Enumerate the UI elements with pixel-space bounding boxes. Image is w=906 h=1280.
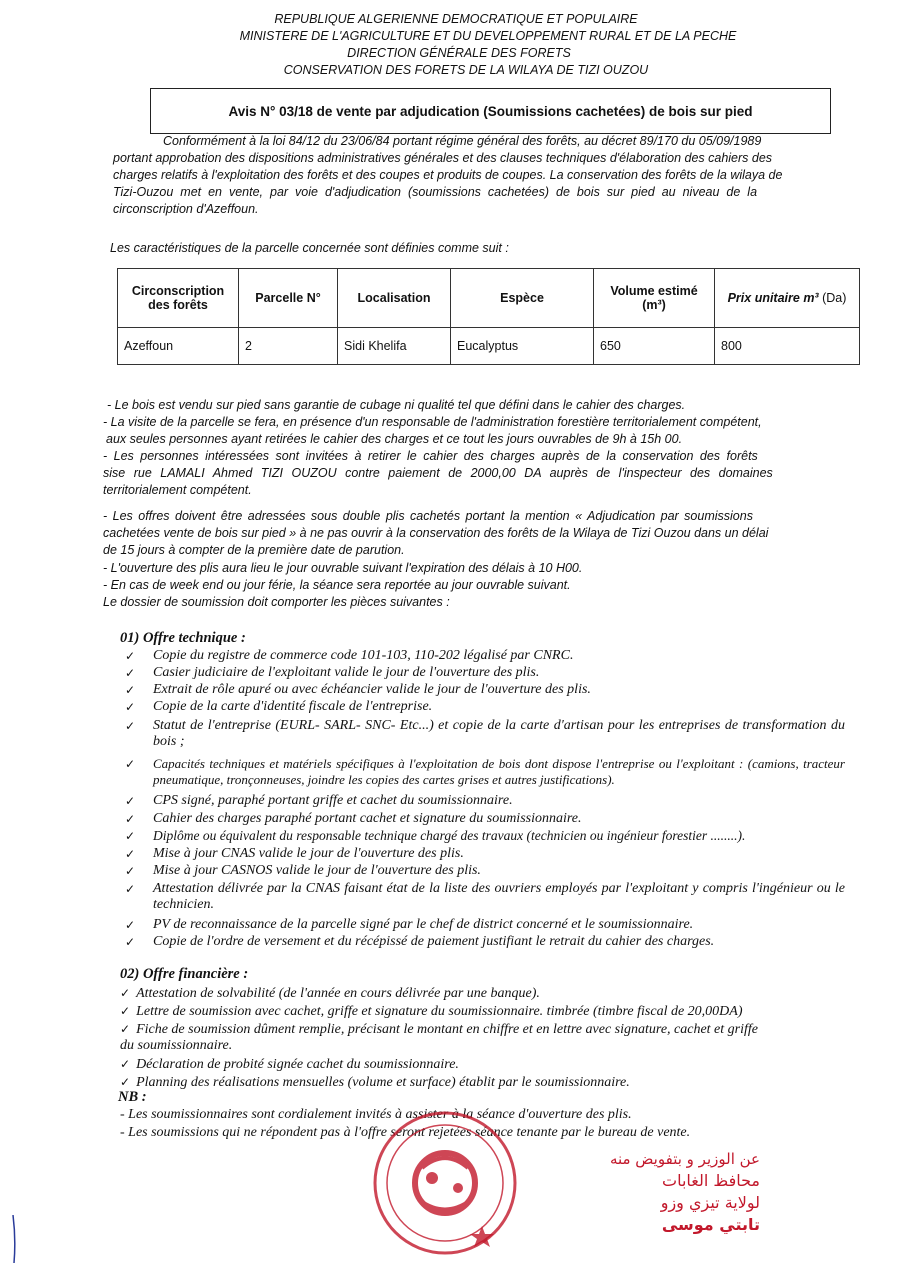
checkmark-icon: ✓ bbox=[125, 935, 136, 949]
condition-line: territorialement compétent. bbox=[103, 483, 252, 497]
list-item: ✓ Lettre de soumission avec cachet, griffe et signature du soumissionnaire. timbrée (timbre fiscal de 20,00DA) bbox=[120, 1004, 743, 1019]
checkmark-icon: ✓ bbox=[125, 719, 136, 733]
margin-pen-mark bbox=[12, 1215, 18, 1263]
list-item: ✓ Copie de l'ordre de versement et du récépissé de paiement justifiant le retrait du cahier des charges. bbox=[125, 934, 715, 949]
checkmark-icon: ✓ bbox=[120, 986, 131, 1000]
condition-line: sise rue LAMALI Ahmed TIZI OUZOU contre paiement de 2000,00 DA auprès de l'inspecteur des domaines bbox=[103, 466, 773, 480]
letterhead bbox=[0, 11, 906, 79]
list-item: ✓ Déclaration de probité signée cachet du soumissionnaire. bbox=[120, 1057, 459, 1072]
checkmark-icon: ✓ bbox=[125, 794, 136, 808]
signature-block bbox=[590, 1148, 760, 1236]
checkmark-icon: ✓ bbox=[125, 700, 136, 714]
list-item: ✓ PV de reconnaissance de la parcelle signé par le chef de district concerné et le soumissionnaire. bbox=[125, 917, 694, 932]
intro-line: charges relatifs à l'exploitation des forêts et des coupes et produits de coupes. La conservation des forêts de la wilaya de bbox=[113, 168, 783, 182]
intro-line: portant approbation des dispositions administratives générales et des clauses techniques d'élaboration des cahiers des bbox=[113, 151, 773, 165]
checkmark-icon: ✓ bbox=[125, 882, 136, 896]
header-conservation: CONSERVATION DES FORETS DE LA WILAYA DE TIZI OUZOU bbox=[283, 63, 649, 77]
table-header-row bbox=[118, 269, 860, 328]
intro-line: circonscription d'Azeffoun. bbox=[113, 202, 259, 216]
checkmark-icon: ✓ bbox=[125, 812, 136, 826]
col-parcelle: Parcelle N° bbox=[239, 269, 338, 328]
cell-espece: Eucalyptus bbox=[451, 328, 594, 365]
checkmark-icon: ✓ bbox=[125, 683, 136, 697]
cell-prix: 800 bbox=[715, 328, 860, 365]
intro-line: Conformément à la loi 84/12 du 23/06/84 portant régime général des forêts, au décret 89/170 du 05/09/1989 bbox=[163, 134, 762, 148]
checkmark-icon: ✓ bbox=[120, 1022, 131, 1036]
cell-circonscription: Azeffoun bbox=[118, 328, 239, 365]
list-item: ✓ Copie du registre de commerce code 101-103, 110-202 légalisé par CNRC. bbox=[125, 648, 574, 663]
checkmark-icon: ✓ bbox=[120, 1057, 131, 1071]
list-item: ✓ Mise à jour CNAS valide le jour de l'ouverture des plis. bbox=[125, 846, 464, 861]
condition-line: - Les personnes intéressées sont invitées à retirer le cahier des charges auprès de la conservation des forêts bbox=[103, 449, 758, 463]
notice-title-text: Avis N° 03/18 de vente par adjudication (Soumissions cachetées) de bois sur pied bbox=[228, 103, 753, 119]
col-circonscription: Circonscription des forêts bbox=[118, 269, 239, 328]
checkmark-icon: ✓ bbox=[125, 666, 136, 680]
condition-line: aux seules personnes ayant retirées le cahier des charges et ce tout les jours ouvrables de 9h à 15h 00. bbox=[106, 432, 683, 446]
header-ministry: MINISTERE DE L'AGRICULTURE ET DU DEVELOPPEMENT RURAL ET DE LA PECHE bbox=[239, 29, 737, 43]
condition-line: de 15 jours à compter de la première date de parution. bbox=[103, 543, 405, 557]
list-item: ✓ Casier judiciaire de l'exploitant valide le jour de l'ouverture des plis. bbox=[125, 665, 540, 680]
list-item: ✓ Copie de la carte d'identité fiscale de l'entreprise. bbox=[125, 699, 433, 714]
cell-localisation: Sidi Khelifa bbox=[338, 328, 451, 365]
list-item: ✓ Diplôme ou équivalent du responsable technique chargé des travaux (technicien ou ingénieur forestier ........). bbox=[125, 828, 746, 843]
condition-line: cachetées vente de bois sur pied » à ne pas ouvrir à la conservation des forêts de la Wilaya de Tizi Ouzou dans un délai bbox=[103, 526, 769, 540]
list-item: ✓ Planning des réalisations mensuelles (volume et surface) établit par le soumissionnaire. bbox=[120, 1075, 630, 1090]
checkmark-icon: ✓ bbox=[125, 757, 136, 771]
condition-line: - L'ouverture des plis aura lieu le jour ouvrable suivant l'expiration des délais à 10 H00. bbox=[103, 561, 583, 575]
signature-line: محافظ الغابات bbox=[662, 1171, 760, 1190]
col-espece: Espèce bbox=[451, 269, 594, 328]
notice-title bbox=[150, 88, 831, 134]
checkmark-icon: ✓ bbox=[125, 649, 136, 663]
list-item: ✓ Mise à jour CASNOS valide le jour de l'ouverture des plis. bbox=[125, 863, 481, 878]
offre-financiere-heading: 02) Offre financière : bbox=[120, 966, 249, 982]
list-item: ✓ Capacités techniques et matériels spécifiques à l'exploitation de bois dont dispose l'entreprise ou l'exploitant : (camions, tracteur pneumatique, tronçonneuses, joindre les copies des cartes grises et autres justifications). bbox=[125, 756, 845, 787]
list-item-continuation: du soumissionnaire. bbox=[120, 1038, 233, 1053]
col-volume: Volume estimé (m³) bbox=[594, 269, 715, 328]
condition-line: - Le bois est vendu sur pied sans garantie de cubage ni qualité tel que défini dans le cahier des charges. bbox=[107, 398, 686, 412]
col-localisation: Localisation bbox=[338, 269, 451, 328]
col-prix-label: Prix unitaire m³ bbox=[727, 291, 819, 305]
checkmark-icon: ✓ bbox=[125, 847, 136, 861]
table-intro: Les caractéristiques de la parcelle concernée sont définies comme suit : bbox=[110, 241, 509, 255]
header-republic: REPUBLIQUE ALGERIENNE DEMOCRATIQUE ET POPULAIRE bbox=[274, 12, 638, 26]
signature-name: تابتي موسى bbox=[661, 1215, 760, 1234]
intro-line: Tizi-Ouzou met en vente, par voie d'adjudication (soumissions cachetées) de bois sur pied au niveau de la bbox=[113, 185, 758, 199]
cell-parcelle: 2 bbox=[239, 328, 338, 365]
list-item: ✓ Statut de l'entreprise (EURL- SARL- SNC- Etc...) et copie de la carte d'artisan pour les entreprises de transformation du bois ; bbox=[125, 718, 845, 749]
checkmark-icon: ✓ bbox=[120, 1004, 131, 1018]
list-item: ✓ CPS signé, paraphé portant griffe et cachet du soumissionnaire. bbox=[125, 793, 513, 808]
table-row bbox=[118, 328, 860, 365]
col-prix-unit: (Da) bbox=[822, 291, 847, 305]
offre-technique-heading: 01) Offre technique : bbox=[120, 630, 246, 646]
list-item: ✓ Cahier des charges paraphé portant cachet et signature du soumissionnaire. bbox=[125, 811, 582, 826]
signature-line: لولاية تيزي وزو bbox=[660, 1193, 760, 1212]
list-item: ✓ Attestation délivrée par la CNAS faisant état de la liste des ouvriers employés par l'exploitant y compris l'ingénieur ou le technicien. bbox=[125, 881, 845, 912]
condition-line: - En cas de week end ou jour férie, la séance sera reportée au jour ouvrable suivant. bbox=[103, 578, 571, 592]
signature-line: عن الوزير و بتفويض منه bbox=[609, 1150, 760, 1168]
checkmark-icon: ✓ bbox=[125, 829, 136, 843]
nb-line: - Les soumissionnaires sont cordialement invités à assister à la séance d'ouverture des plis. bbox=[120, 1107, 632, 1122]
parcel-table bbox=[117, 268, 860, 365]
condition-line: - La visite de la parcelle se fera, en présence d'un responsable de l'administration forestière territorialement compétent, bbox=[103, 415, 762, 429]
header-direction: DIRECTION GÉNÉRALE DES FORETS bbox=[347, 46, 571, 60]
condition-line: Le dossier de soumission doit comporter les pièces suivantes : bbox=[103, 595, 450, 609]
col-prix bbox=[715, 269, 860, 328]
nb-line: - Les soumissions qui ne répondent pas à l'offre seront rejetées séance tenante par le bureau de vente. bbox=[120, 1125, 691, 1140]
checkmark-icon: ✓ bbox=[125, 864, 136, 878]
official-seal-stamp bbox=[370, 1108, 520, 1258]
condition-line: - Les offres doivent être adressées sous double plis cachetés portant la mention « Adjudication par soumissions bbox=[103, 509, 753, 523]
list-item: ✓ Fiche de soumission dûment remplie, précisant le montant en chiffre et en lettre avec signature, cachet et griffe bbox=[120, 1022, 758, 1037]
cell-volume: 650 bbox=[594, 328, 715, 365]
list-item: ✓ Extrait de rôle apuré ou avec échéancier valide le jour de l'ouverture des plis. bbox=[125, 682, 591, 697]
checkmark-icon: ✓ bbox=[125, 918, 136, 932]
list-item: ✓ Attestation de solvabilité (de l'année en cours délivrée par une banque). bbox=[120, 986, 540, 1001]
nb-label: NB : bbox=[118, 1089, 147, 1105]
checkmark-icon: ✓ bbox=[120, 1075, 131, 1089]
